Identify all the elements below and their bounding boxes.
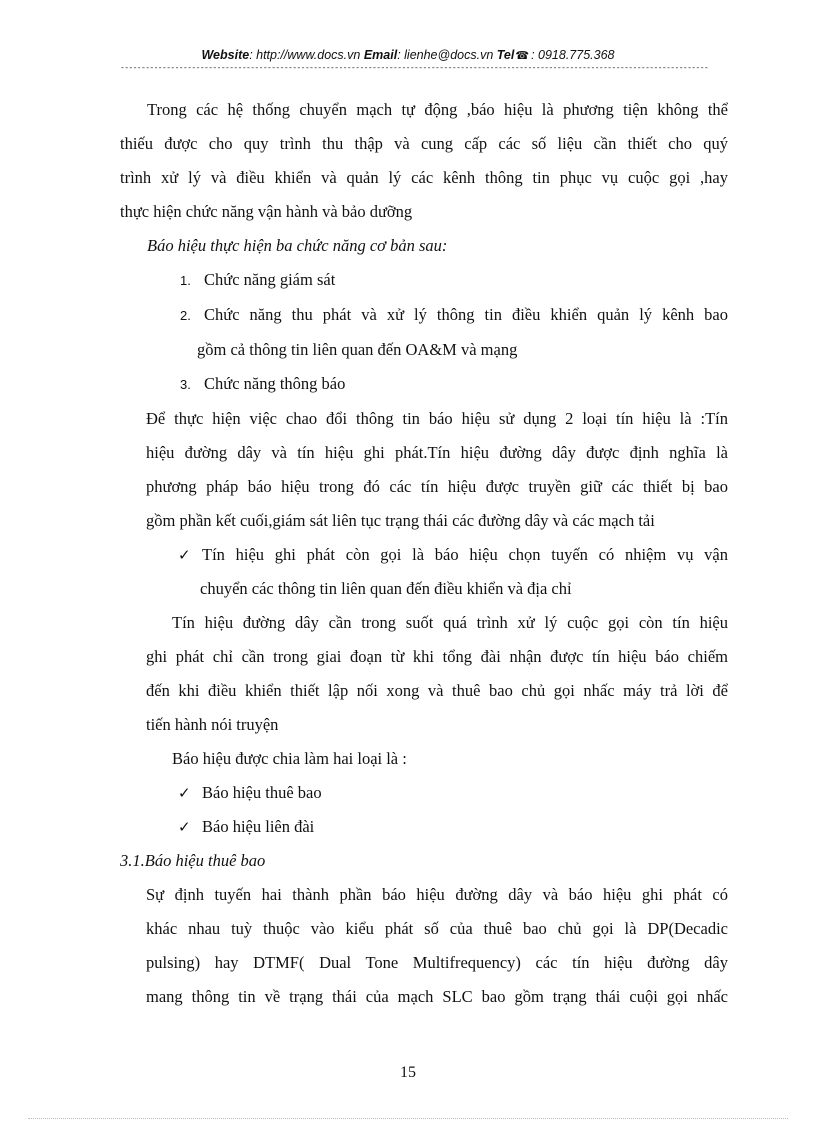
paragraph-1 <box>120 93 728 229</box>
website-value: : http://www.docs.vn <box>249 48 361 62</box>
check-item <box>178 810 816 844</box>
paragraph-line: hiệu đường dây và tín hiệu ghi phát.Tín hiệu đường dây được định nghĩa là <box>146 443 728 462</box>
section-heading: 3.1.Báo hiệu thuê bao <box>120 851 266 870</box>
email-value: : lienhe@docs.vn <box>397 48 494 62</box>
tel-label: Tel <box>496 48 515 62</box>
paragraph-4 <box>146 878 728 1014</box>
list-text-cont: gồm cả thông tin liên quan đến OA&M và mạng <box>197 340 518 359</box>
paragraph-line: khác nhau tuỳ thuộc vào kiểu phát số của thuê bao chủ gọi là DP(Decadic <box>146 919 728 938</box>
list-item <box>180 263 816 298</box>
paragraph-line: mang thông tin về trạng thái của mạch SLC bao gồm trạng thái cuội gọi nhấc <box>146 987 728 1006</box>
list-item <box>180 298 728 367</box>
list-text: Chức năng thông báo <box>204 374 346 393</box>
check-item <box>178 538 728 606</box>
paragraph-line: ghi phát chỉ cần trong giai đoạn từ khi tổng đài nhận được tín hiệu báo chiếm <box>146 647 728 666</box>
paragraph-line: thiếu được cho quy trình thu thập và cung cấp các số liệu cần thiết cho quý <box>120 134 728 153</box>
email-label: Email <box>363 48 398 62</box>
paragraph-line: phương pháp báo hiệu trong đó các tín hiệu được truyền giữ các thiết bị bao <box>146 477 728 496</box>
list-text: Chức năng thu phát và xử lý thông tin điều khiển quản lý kênh bao <box>204 305 728 324</box>
list-item <box>180 367 816 402</box>
page-bottom-border <box>28 1118 788 1119</box>
page-number: 15 <box>400 1064 416 1081</box>
paragraph-line: trình xử lý và điều khiển và quản lý các kênh thông tin phục vụ cuộc gọi ,hay <box>120 168 728 187</box>
tel-value: : 0918.775.368 <box>531 48 615 62</box>
paragraph-line: pulsing) hay DTMF( Dual Tone Multifrequency) các tín hiệu đường dây <box>146 953 728 972</box>
paragraph-2 <box>146 402 728 538</box>
paragraph-line: thực hiện chức năng vận hành và bảo dưỡng <box>120 202 413 221</box>
list-number: 3. <box>180 377 191 392</box>
check-item <box>178 776 816 810</box>
page-header <box>0 48 816 62</box>
types-intro: Báo hiệu được chia làm hai loại là : <box>172 749 407 768</box>
website-label: Website <box>201 48 250 62</box>
paragraph-line: tiến hành nói truyện <box>146 715 279 734</box>
check-text-cont: chuyển các thông tin liên quan đến điều khiển và địa chỉ <box>200 579 572 598</box>
paragraph-line: đến khi điều khiển thiết lập nối xong và thuê bao chủ gọi nhấc máy trả lời để <box>146 681 728 700</box>
check-text: Báo hiệu liên đài <box>202 817 315 836</box>
check-text: Tín hiệu ghi phát còn gọi là báo hiệu chọn tuyến có nhiệm vụ vận <box>202 545 728 564</box>
check-text: Báo hiệu thuê bao <box>202 783 322 802</box>
header-divider: -------------------------------------------------------------------------------------------------------------------------------------------- <box>120 64 709 73</box>
checkmark-icon: ✓ <box>178 784 191 802</box>
functions-intro: Báo hiệu thực hiện ba chức năng cơ bản sau: <box>147 236 448 255</box>
checkmark-icon: ✓ <box>178 818 191 836</box>
phone-icon: ☎ <box>515 50 530 62</box>
paragraph-line: Sự định tuyến hai thành phần báo hiệu đường dây và báo hiệu ghi phát có <box>146 885 728 904</box>
paragraph-line: gồm phần kết cuối,giám sát liên tục trạng thái các đường dây và các mạch tải <box>146 511 655 530</box>
list-number: 1. <box>180 273 191 288</box>
functions-list <box>0 263 816 402</box>
paragraph-line: Tín hiệu đường dây cần trong suốt quá trình xử lý cuộc gọi còn tín hiệu <box>172 613 728 632</box>
paragraph-line: Trong các hệ thống chuyển mạch tự động ,báo hiệu là phương tiện không thể <box>147 100 728 119</box>
list-number: 2. <box>180 308 191 323</box>
page-body <box>0 93 816 1014</box>
paragraph-3 <box>146 606 728 742</box>
types-list <box>0 776 816 844</box>
paragraph-line: Để thực hiện việc chao đổi thông tin báo hiệu sử dụng 2 loại tín hiệu là :Tín <box>146 409 728 428</box>
list-text: Chức năng giám sát <box>204 270 336 289</box>
checkmark-icon: ✓ <box>178 546 191 564</box>
